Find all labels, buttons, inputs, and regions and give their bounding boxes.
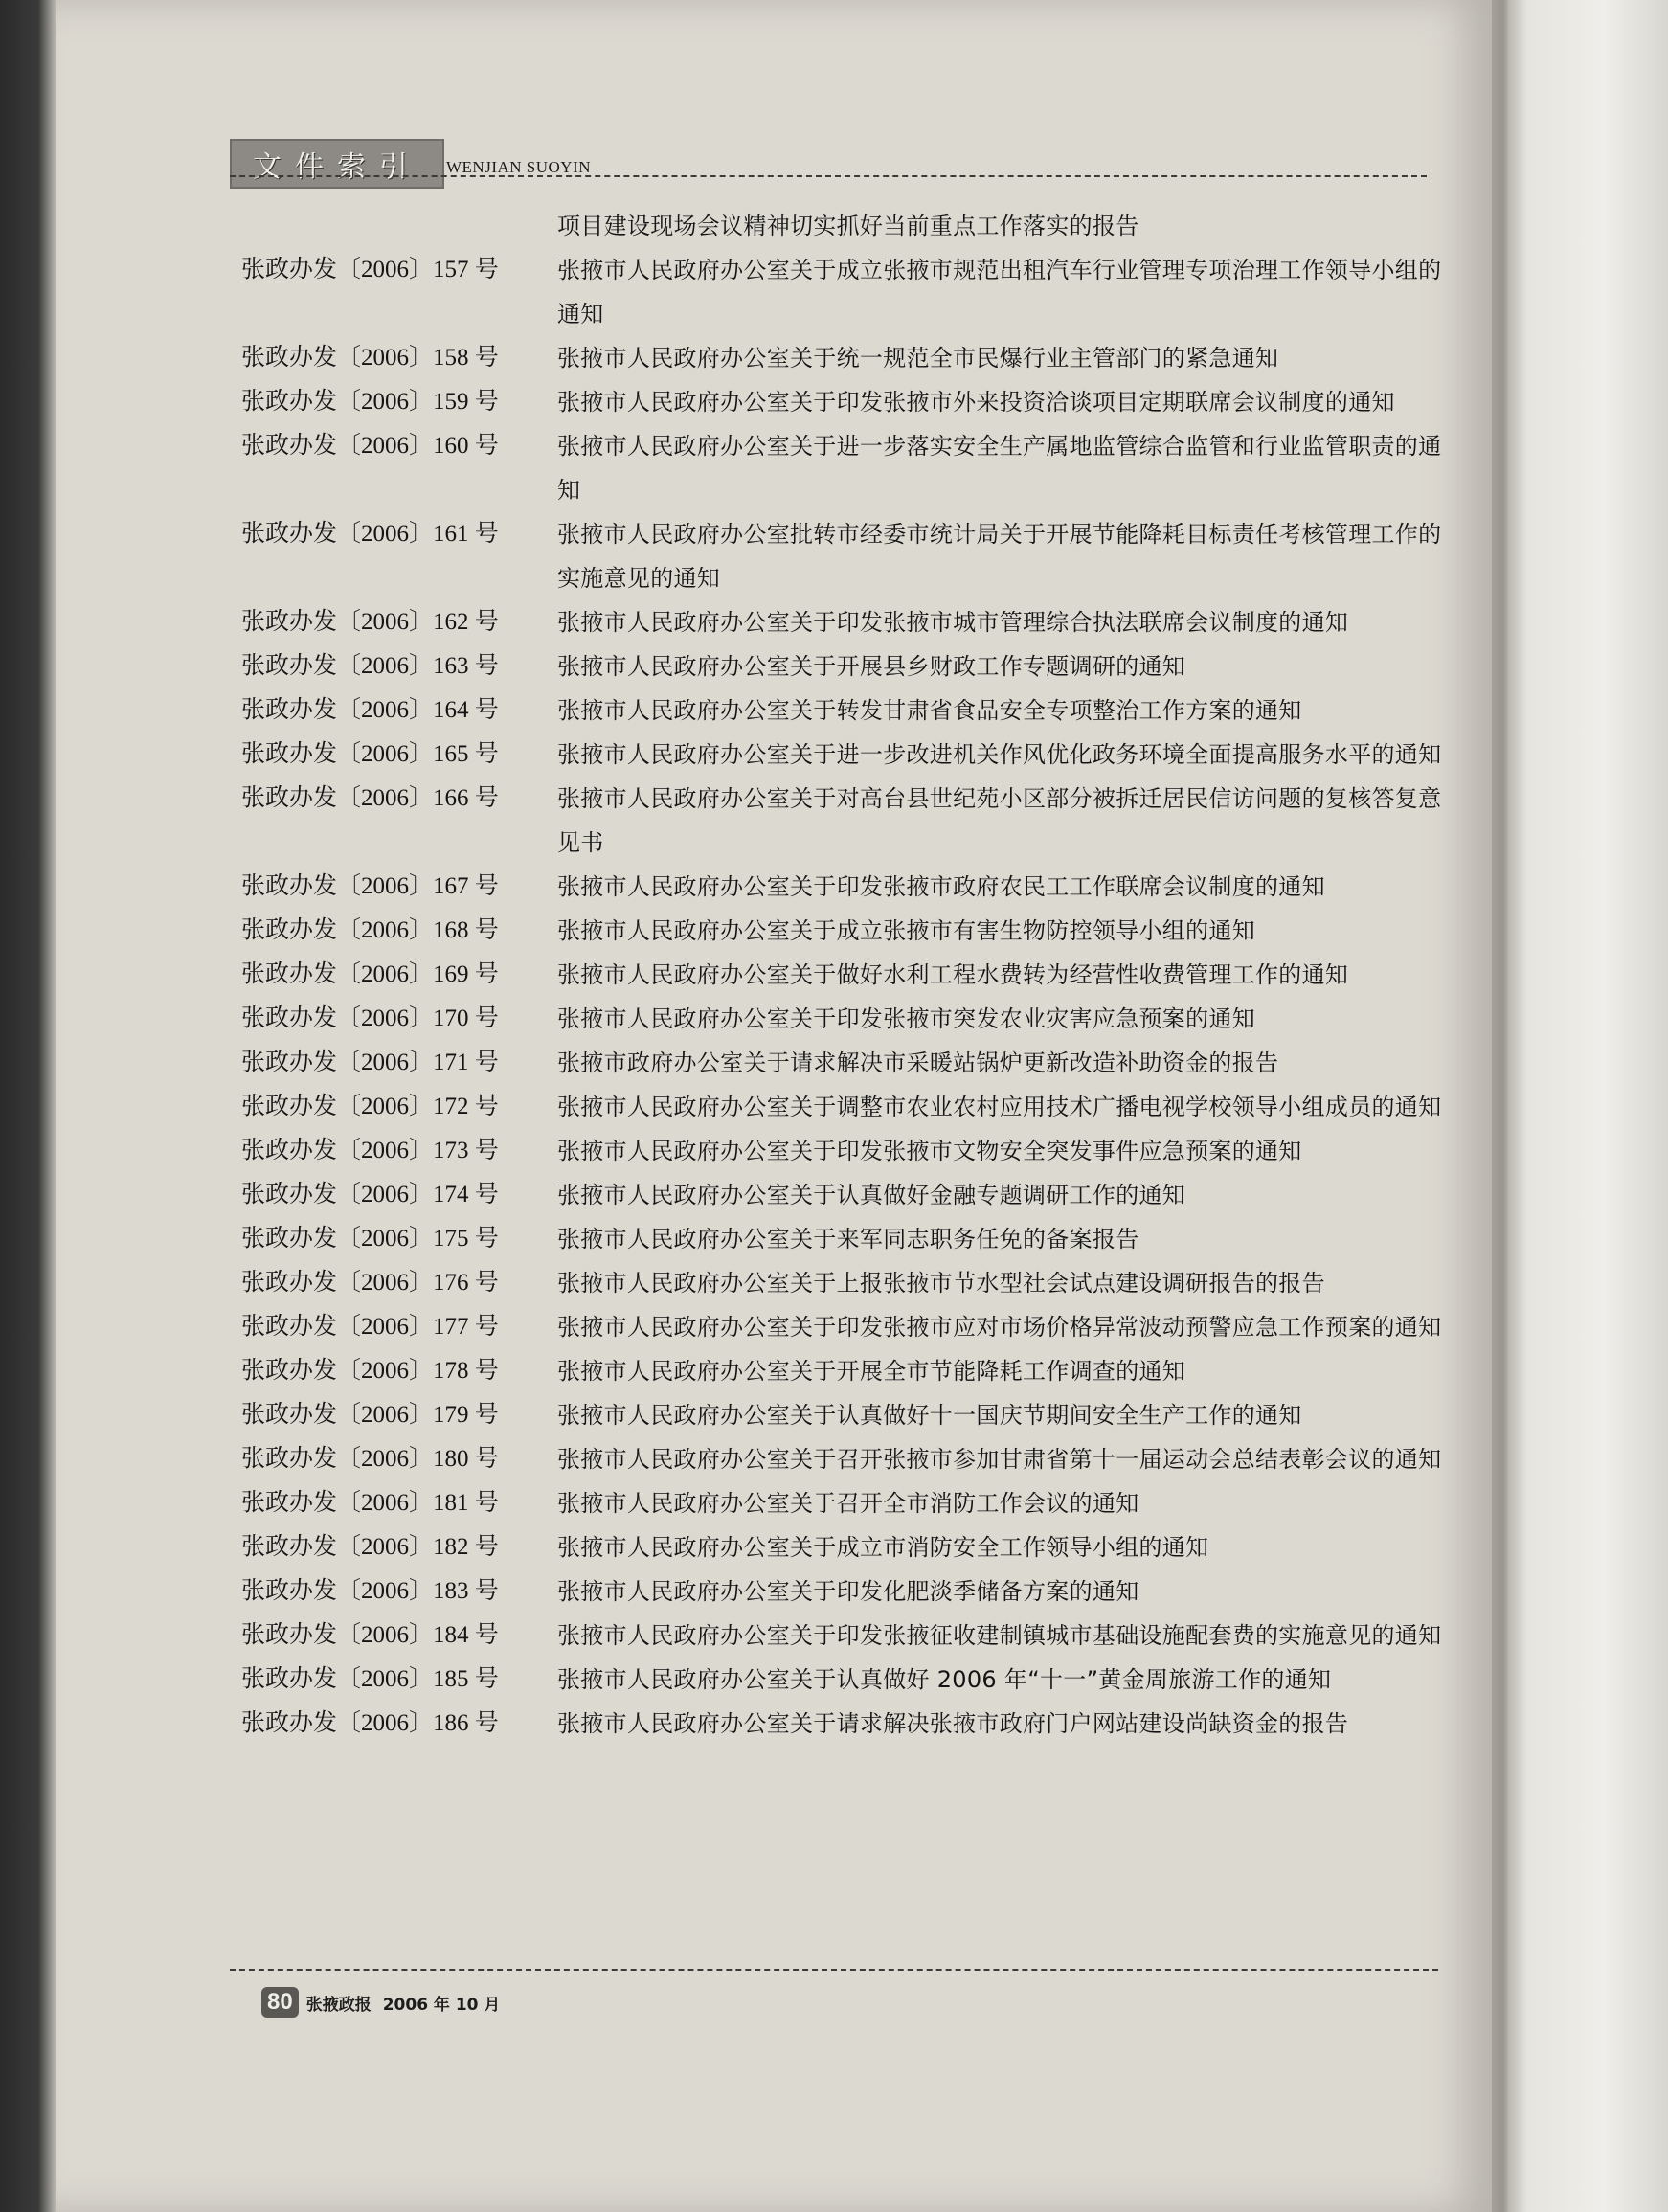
- document-title: 张掖市人民政府办公室关于开展全市节能降耗工作调查的通知: [557, 1358, 1186, 1385]
- document-number: 张政办发〔2006〕176 号: [241, 1270, 499, 1296]
- section-pinyin: WENJIAN SUOYIN: [446, 158, 592, 176]
- document-title: 项目建设现场会议精神切实抓好当前重点工作落实的报告: [557, 213, 1139, 239]
- document-title: 张掖市人民政府办公室关于印发张掖市城市管理综合执法联席会议制度的通知: [557, 609, 1349, 636]
- document-title: 张掖市人民政府办公室关于开展县乡财政工作专题调研的通知: [557, 653, 1186, 680]
- document-number: 张政办发〔2006〕185 号: [241, 1666, 499, 1692]
- index-entry: [241, 953, 1457, 997]
- section-title: 文件索引: [253, 150, 421, 184]
- index-entry: [241, 1614, 1457, 1658]
- document-title: 张掖市人民政府办公室关于认真做好 2006 年“十一”黄金周旅游工作的通知: [557, 1666, 1332, 1693]
- facing-page-edge: [1508, 0, 1668, 2212]
- document-number: 张政办发〔2006〕175 号: [241, 1226, 499, 1252]
- document-title: 张掖市人民政府办公室关于统一规范全市民爆行业主管部门的紧急通知: [557, 345, 1279, 372]
- index-entry: [241, 512, 1457, 600]
- document-title: 张掖市人民政府办公室关于进一步落实安全生产属地监管综合监管和行业监管职责的通知: [557, 433, 1442, 504]
- document-number: 张政办发〔2006〕182 号: [241, 1534, 499, 1560]
- document-title: 张掖市人民政府办公室关于进一步改进机关作风优化政务环境全面提高服务水平的通知: [557, 741, 1442, 768]
- document-title: 张掖市人民政府办公室关于印发张掖市政府农民工工作联席会议制度的通知: [557, 873, 1325, 900]
- journal-name: 张掖政报: [305, 1995, 372, 2015]
- index-entry: [241, 1702, 1457, 1746]
- index-entry: [241, 248, 1457, 336]
- document-number: 张政办发〔2006〕170 号: [241, 1005, 499, 1031]
- issue-date: 2006 年 10 月: [382, 1995, 501, 2015]
- index-entry: [241, 644, 1457, 688]
- document-title: 张掖市人民政府办公室关于印发张掖市应对市场价格异常波动预警应急工作预案的通知: [557, 1314, 1442, 1341]
- document-title: 张掖市人民政府办公室批转市经委市统计局关于开展节能降耗目标责任考核管理工作的实施意见的通知: [557, 521, 1442, 592]
- document-number: 张政办发〔2006〕162 号: [241, 609, 499, 635]
- index-entry: [241, 1525, 1457, 1569]
- document-number: 张政办发〔2006〕159 号: [241, 389, 499, 415]
- index-entry: [241, 1437, 1457, 1481]
- document-title: 张掖市人民政府办公室关于成立张掖市有害生物防控领导小组的通知: [557, 917, 1255, 944]
- document-number: 张政办发〔2006〕181 号: [241, 1490, 499, 1516]
- document-title: 张掖市人民政府办公室关于印发张掖市外来投资洽谈项目定期联席会议制度的通知: [557, 389, 1395, 416]
- document-number: 张政办发〔2006〕164 号: [241, 697, 499, 723]
- index-entry: [241, 688, 1457, 733]
- document-title: 张掖市政府办公室关于请求解决市采暖站锅炉更新改造补助资金的报告: [557, 1050, 1279, 1076]
- index-entry: [241, 1658, 1457, 1702]
- document-number: 张政办发〔2006〕174 号: [241, 1182, 499, 1208]
- document-title: 张掖市人民政府办公室关于召开张掖市参加甘肃省第十一届运动会总结表彰会议的通知: [557, 1446, 1442, 1473]
- index-entry: [241, 1085, 1457, 1129]
- document-title: 张掖市人民政府办公室关于上报张掖市节水型社会试点建设调研报告的报告: [557, 1270, 1325, 1297]
- index-entry: [241, 336, 1457, 380]
- document-title: 张掖市人民政府办公室关于印发张掖市文物安全突发事件应急预案的通知: [557, 1138, 1302, 1164]
- header-divider: [230, 175, 1427, 177]
- index-entry: [241, 1217, 1457, 1261]
- index-entry: [241, 1261, 1457, 1305]
- document-number: 张政办发〔2006〕163 号: [241, 653, 499, 679]
- document-title: 张掖市人民政府办公室关于认真做好十一国庆节期间安全生产工作的通知: [557, 1402, 1302, 1429]
- document-number: 张政办发〔2006〕172 号: [241, 1094, 499, 1119]
- document-title: 张掖市人民政府办公室关于印发化肥淡季储备方案的通知: [557, 1578, 1139, 1605]
- index-entry: [241, 997, 1457, 1041]
- index-entry: [241, 1129, 1457, 1173]
- document-title: 张掖市人民政府办公室关于印发张掖征收建制镇城市基础设施配套费的实施意见的通知: [557, 1622, 1442, 1649]
- document-index-list: [241, 204, 1457, 1746]
- index-entry: [241, 600, 1457, 644]
- document-number: 张政办发〔2006〕177 号: [241, 1314, 499, 1340]
- index-entry: [241, 1481, 1457, 1525]
- document-title: 张掖市人民政府办公室关于请求解决张掖市政府门户网站建设尚缺资金的报告: [557, 1710, 1349, 1737]
- index-entry: [241, 1305, 1457, 1349]
- document-number: 张政办发〔2006〕158 号: [241, 345, 499, 371]
- document-number: 张政办发〔2006〕161 号: [241, 521, 499, 547]
- index-entry: [241, 1173, 1457, 1217]
- index-entry: [241, 733, 1457, 777]
- page-number: 80: [261, 1987, 299, 2018]
- index-entry: [241, 1393, 1457, 1437]
- footer-divider: [230, 1969, 1438, 1971]
- document-title: 张掖市人民政府办公室关于印发张掖市突发农业灾害应急预案的通知: [557, 1005, 1255, 1032]
- document-number: 张政办发〔2006〕186 号: [241, 1710, 499, 1736]
- document-number: 张政办发〔2006〕171 号: [241, 1050, 499, 1075]
- document-number: 张政办发〔2006〕169 号: [241, 961, 499, 987]
- document-title: 张掖市人民政府办公室关于认真做好金融专题调研工作的通知: [557, 1182, 1186, 1208]
- index-entry: [241, 777, 1457, 865]
- document-title: 张掖市人民政府办公室关于调整市农业农村应用技术广播电视学校领导小组成员的通知: [557, 1094, 1442, 1120]
- index-entry: [241, 1041, 1457, 1085]
- index-entry: [241, 1349, 1457, 1393]
- document-title: 张掖市人民政府办公室关于对高台县世纪苑小区部分被拆迁居民信访问题的复核答复意见书: [557, 785, 1442, 856]
- document-number: 张政办发〔2006〕178 号: [241, 1358, 499, 1384]
- document-title: 张掖市人民政府办公室关于来军同志职务任免的备案报告: [557, 1226, 1139, 1253]
- index-entry: [241, 380, 1457, 424]
- document-number: 张政办发〔2006〕184 号: [241, 1622, 499, 1648]
- document-title: 张掖市人民政府办公室关于成立市消防安全工作领导小组的通知: [557, 1534, 1209, 1561]
- document-title: 张掖市人民政府办公室关于转发甘肃省食品安全专项整治工作方案的通知: [557, 697, 1302, 724]
- document-number: 张政办发〔2006〕166 号: [241, 785, 499, 811]
- document-number: 张政办发〔2006〕179 号: [241, 1402, 499, 1428]
- document-title: 张掖市人民政府办公室关于召开全市消防工作会议的通知: [557, 1490, 1139, 1517]
- document-number: 张政办发〔2006〕157 号: [241, 257, 499, 282]
- document-title: 张掖市人民政府办公室关于做好水利工程水费转为经营性收费管理工作的通知: [557, 961, 1349, 988]
- document-number: 张政办发〔2006〕165 号: [241, 741, 499, 767]
- document-title: 张掖市人民政府办公室关于成立张掖市规范出租汽车行业管理专项治理工作领导小组的通知: [557, 257, 1442, 327]
- index-entry: [241, 204, 1457, 248]
- document-number: 张政办发〔2006〕168 号: [241, 917, 499, 943]
- document-number: 张政办发〔2006〕173 号: [241, 1138, 499, 1163]
- document-number: 张政办发〔2006〕160 号: [241, 433, 499, 459]
- document-number: 张政办发〔2006〕183 号: [241, 1578, 499, 1604]
- document-number: 张政办发〔2006〕180 号: [241, 1446, 499, 1472]
- index-entry: [241, 1569, 1457, 1614]
- page-footer: [261, 1987, 511, 2018]
- document-number: 张政办发〔2006〕167 号: [241, 873, 499, 899]
- section-title-box: [230, 139, 444, 189]
- index-entry: [241, 424, 1457, 512]
- index-entry: [241, 865, 1457, 909]
- index-entry: [241, 909, 1457, 953]
